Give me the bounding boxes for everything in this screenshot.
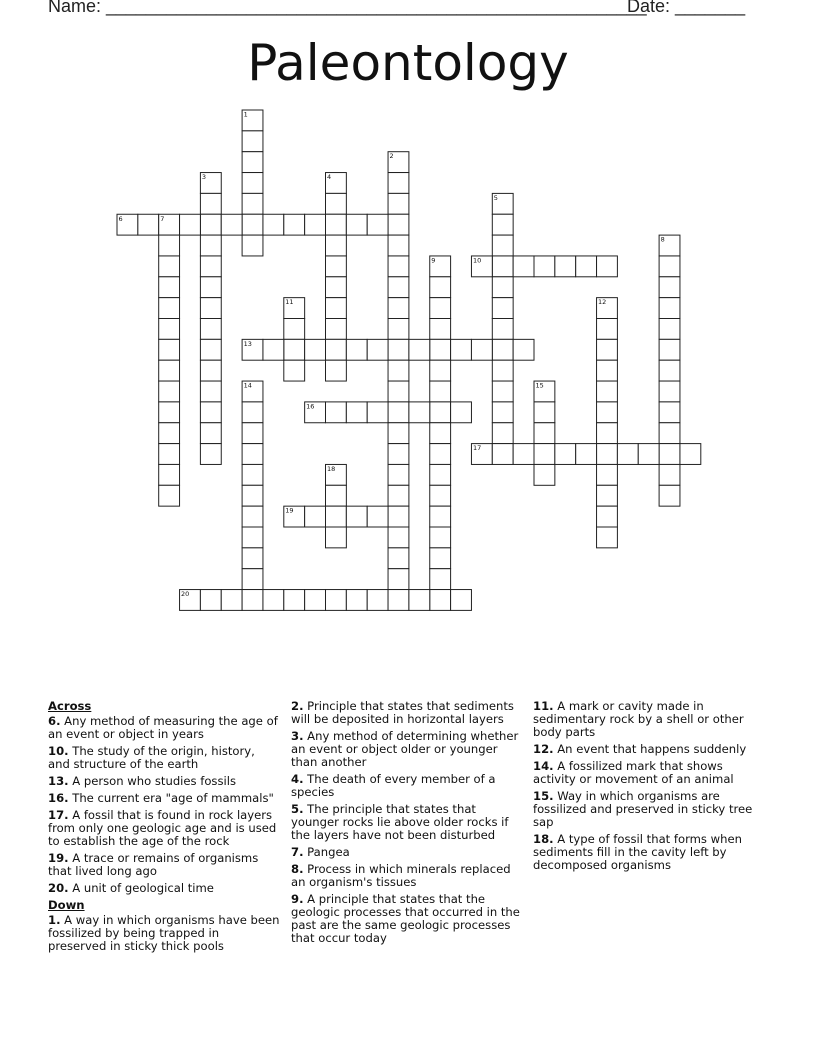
grid-cell[interactable] [159,423,180,444]
cell-number: 20 [181,590,190,599]
grid-cell[interactable] [263,214,284,235]
grid-cell[interactable] [200,319,221,340]
grid-cell[interactable] [597,423,618,444]
grid-cell[interactable] [430,444,451,465]
grid-cell[interactable] [388,464,409,485]
grid-cell[interactable] [388,339,409,360]
grid-cell[interactable] [409,339,430,360]
grid-cell[interactable] [159,235,180,256]
clue-item [291,846,523,859]
grid-cell[interactable] [367,339,388,360]
grid-cell[interactable] [492,339,513,360]
grid-cell[interactable] [659,298,680,319]
grid-cell[interactable] [638,444,659,465]
name-label[interactable]: Name: ______________________________________________________ [48,0,647,16]
grid-cell[interactable] [430,277,451,298]
grid-cell[interactable] [242,569,263,590]
grid-cell[interactable] [430,506,451,527]
clue-text: A fossilized mark that shows activity or movement of an animal [533,759,734,786]
grid-cell[interactable] [326,256,347,277]
cell-number: 4 [327,173,332,182]
grid-cell[interactable] [597,381,618,402]
grid-cell[interactable] [326,506,347,527]
across-clue-list [48,715,280,895]
grid-cell[interactable] [513,339,534,360]
grid-cell[interactable] [659,339,680,360]
grid-cell[interactable] [576,444,597,465]
cell-number: 15 [535,381,544,390]
grid-cell[interactable] [263,339,284,360]
grid-cell[interactable] [159,256,180,277]
clue-item [291,803,523,842]
clue-item [533,743,765,756]
clue-text: The death of every member of a species [291,772,496,799]
grid-cell[interactable] [242,193,263,214]
grid-cell[interactable] [326,527,347,548]
clue-item [533,700,765,739]
clue-number: 9. [291,892,304,906]
cell-number: 19 [285,506,294,515]
grid-cell[interactable] [200,277,221,298]
clue-number: 7. [291,845,304,859]
grid-cell[interactable] [492,444,513,465]
clue-number: 18. [533,832,554,846]
clue-text: A person who studies fossils [68,774,236,788]
clue-text: A way in which organisms have been fossilized by being trapped in preserved in sticky thick pools [48,913,280,953]
clue-text: The principle that states that younger rocks lie above older rocks if the layers have not been disturbed [291,802,509,842]
grid-cell[interactable] [159,360,180,381]
grid-cell[interactable] [367,214,388,235]
grid-cell[interactable] [242,590,263,611]
grid-cell[interactable] [597,256,618,277]
clue-text: A mark or cavity made in sedimentary rock by a shell or other body parts [533,699,744,739]
grid-cell[interactable] [159,298,180,319]
grid-cell[interactable] [200,339,221,360]
clue-item [48,775,280,788]
grid-cell[interactable] [492,381,513,402]
clue-item [48,914,280,953]
grid-cell[interactable] [534,464,555,485]
grid-cell[interactable] [242,506,263,527]
grid-cell[interactable] [388,214,409,235]
across-heading: Across [48,699,92,713]
grid-cell[interactable] [388,360,409,381]
grid-cell[interactable] [430,485,451,506]
cell-number: 16 [306,402,315,411]
grid-cell[interactable] [492,402,513,423]
grid-cell[interactable] [430,298,451,319]
grid-cell[interactable] [346,339,367,360]
grid-cell[interactable] [326,277,347,298]
grid-cell[interactable] [492,235,513,256]
grid-cell[interactable] [430,548,451,569]
grid-cell[interactable] [430,423,451,444]
grid-cell[interactable] [659,319,680,340]
grid-cell[interactable] [430,464,451,485]
clue-item [291,863,523,889]
grid-cell[interactable] [492,298,513,319]
clue-number: 12. [533,742,554,756]
grid-cell[interactable] [200,256,221,277]
clue-number: 11. [533,699,554,713]
grid-cell[interactable] [326,193,347,214]
cell-number: 7 [160,214,165,223]
grid-cell[interactable] [305,339,326,360]
grid-cell[interactable] [388,319,409,340]
grid-cell[interactable] [597,339,618,360]
grid-cell[interactable] [388,485,409,506]
grid-cell[interactable] [388,590,409,611]
grid-cell[interactable] [388,402,409,423]
cell-number: 9 [431,256,436,265]
grid-cell[interactable] [367,402,388,423]
grid-cell[interactable] [659,464,680,485]
grid-cell[interactable] [367,506,388,527]
grid-cell[interactable] [597,527,618,548]
grid-cell[interactable] [659,381,680,402]
clue-text: Any method of determining whether an event or object older or younger than another [291,729,519,769]
clue-number: 4. [291,772,304,786]
grid-cell[interactable] [430,527,451,548]
grid-cell[interactable] [430,402,451,423]
clue-text: Principle that states that sediments will be deposited in horizontal layers [291,699,514,726]
grid-cell[interactable] [326,298,347,319]
grid-cell[interactable] [451,402,472,423]
grid-cell[interactable] [242,527,263,548]
grid-cell[interactable] [492,214,513,235]
grid-cell[interactable] [388,256,409,277]
grid-cell[interactable] [513,256,534,277]
grid-cell[interactable] [534,423,555,444]
grid-cell[interactable] [534,402,555,423]
grid-cell[interactable] [326,590,347,611]
grid-cell[interactable] [159,319,180,340]
grid-cell[interactable] [597,506,618,527]
grid-cell[interactable] [138,214,159,235]
cell-number: 1 [243,110,248,119]
grid-cell[interactable] [597,444,618,465]
grid-cell[interactable] [159,402,180,423]
clue-text: Process in which minerals replaced an organism's tissues [291,862,511,889]
clue-item [48,745,280,771]
grid-cell[interactable] [534,256,555,277]
grid-cell[interactable] [388,423,409,444]
clue-number: 17. [48,808,69,822]
clue-text: Any method of measuring the age of an event or object in years [48,714,278,741]
grid-cell[interactable] [346,214,367,235]
grid-cell[interactable] [367,590,388,611]
grid-cell[interactable] [200,214,221,235]
grid-cell[interactable] [326,235,347,256]
cell-number: 12 [598,298,607,307]
grid-cell[interactable] [159,464,180,485]
grid-cell[interactable] [388,381,409,402]
grid-cell[interactable] [159,444,180,465]
grid-cell[interactable] [388,298,409,319]
grid-cell[interactable] [242,485,263,506]
grid-cell[interactable] [680,444,701,465]
cell-number: 5 [493,193,498,202]
grid-cell[interactable] [242,131,263,152]
grid-cell[interactable] [346,402,367,423]
grid-cell[interactable] [659,277,680,298]
grid-cell[interactable] [492,319,513,340]
grid-cell[interactable] [305,214,326,235]
grid-cell[interactable] [492,277,513,298]
clue-column-3 [533,700,765,876]
clue-item [48,852,280,878]
clue-number: 10. [48,744,69,758]
grid-cell[interactable] [492,423,513,444]
grid-cell[interactable] [242,235,263,256]
cell-number: 8 [660,235,665,244]
grid-cell[interactable] [242,464,263,485]
cell-number: 11 [285,298,294,307]
grid-cell[interactable] [200,402,221,423]
clue-column-2 [291,700,523,949]
grid-cell[interactable] [388,444,409,465]
clue-number: 5. [291,802,304,816]
grid-cell[interactable] [284,360,305,381]
clue-number: 2. [291,699,304,713]
grid-cell[interactable] [534,444,555,465]
grid-cell[interactable] [242,173,263,194]
clue-item [48,792,280,805]
clue-text: A fossil that is found in rock layers from only one geologic age and is used to establish the age of the rock [48,808,277,848]
grid-cell[interactable] [409,402,430,423]
clue-number: 3. [291,729,304,743]
clue-number: 13. [48,774,69,788]
grid-cell[interactable] [159,339,180,360]
clue-item [533,790,765,829]
cell-number: 14 [243,381,252,390]
grid-cell[interactable] [200,444,221,465]
grid-cell[interactable] [659,485,680,506]
cell-number: 6 [118,214,123,223]
clue-number: 8. [291,862,304,876]
grid-cell[interactable] [430,569,451,590]
grid-cell[interactable] [597,485,618,506]
grid-cell[interactable] [659,423,680,444]
clue-number: 6. [48,714,61,728]
grid-cell[interactable] [388,193,409,214]
cell-number: 17 [472,444,482,453]
clue-number: 20. [48,881,69,895]
grid-cell[interactable] [513,444,534,465]
clue-item [291,700,523,726]
page-title: Paleontology [247,34,569,92]
down-heading: Down [48,898,85,912]
grid-cell[interactable] [159,381,180,402]
grid-cell[interactable] [576,256,597,277]
grid-cell[interactable] [388,569,409,590]
grid-cell[interactable] [200,193,221,214]
grid-cell[interactable] [242,152,263,173]
clue-item [48,882,280,895]
grid-cell[interactable] [555,256,576,277]
grid-cell[interactable] [200,590,221,611]
grid-cell[interactable] [430,590,451,611]
grid-cell[interactable] [200,423,221,444]
grid-cell[interactable] [492,256,513,277]
grid-cell[interactable] [471,339,492,360]
grid-cell[interactable] [555,444,576,465]
clue-number: 16. [48,791,69,805]
clue-number: 14. [533,759,554,773]
clue-text: A principle that states that the geologic processes that occurred in the past are the same geologic processes that occur today [291,892,520,945]
grid-cell[interactable] [492,360,513,381]
cell-number: 13 [243,339,252,348]
grid-cell[interactable] [221,214,242,235]
grid-cell[interactable] [659,444,680,465]
grid-cell[interactable] [242,423,263,444]
grid-cell[interactable] [242,402,263,423]
clue-text: The current era "age of mammals" [68,791,274,805]
clue-text: A trace or remains of organisms that lived long ago [48,851,259,878]
grid-cell[interactable] [388,235,409,256]
clue-text: Pangea [303,845,350,859]
grid-cell[interactable] [659,402,680,423]
grid-cell[interactable] [284,590,305,611]
clue-item [291,893,523,945]
grid-cell[interactable] [326,485,347,506]
cell-number: 10 [472,256,482,265]
grid-cell[interactable] [430,381,451,402]
clue-item [291,773,523,799]
grid-cell[interactable] [242,444,263,465]
date-label[interactable]: Date: _______ [627,0,746,16]
cell-number: 3 [201,173,207,182]
grid-cell[interactable] [326,319,347,340]
clue-text: Way in which organisms are fossilized and preserved in sticky tree sap [533,789,753,829]
grid-cell[interactable] [200,235,221,256]
clue-text: The study of the origin, history, and structure of the earth [48,744,255,771]
grid-cell[interactable] [305,590,326,611]
grid-cell[interactable] [326,339,347,360]
grid-cell[interactable] [284,214,305,235]
grid-cell[interactable] [597,402,618,423]
grid-cell[interactable] [597,360,618,381]
grid-cell[interactable] [326,402,347,423]
clue-number: 15. [533,789,554,803]
grid-cell[interactable] [263,590,284,611]
grid-cell[interactable] [242,214,263,235]
grid-cell[interactable] [659,256,680,277]
grid-cell[interactable] [430,360,451,381]
cell-number: 2 [389,152,394,161]
grid-cell[interactable] [159,277,180,298]
grid-cell[interactable] [388,173,409,194]
grid-cell[interactable] [284,319,305,340]
down-clue-list [48,914,280,953]
clue-text: A unit of geological time [68,881,214,895]
grid-cell[interactable] [284,339,305,360]
grid-cell[interactable] [200,381,221,402]
grid-cell[interactable] [388,506,409,527]
grid-cell[interactable] [430,319,451,340]
grid-cell[interactable] [617,444,638,465]
grid-cell[interactable] [221,590,242,611]
grid-cell[interactable] [388,277,409,298]
grid-cell[interactable] [597,464,618,485]
cell-number: 18 [327,464,336,473]
grid-cell[interactable] [597,319,618,340]
clue-item [48,715,280,741]
grid-cell[interactable] [305,506,326,527]
grid-cell[interactable] [326,360,347,381]
grid-cell[interactable] [451,339,472,360]
grid-cell[interactable] [346,590,367,611]
grid-cell[interactable] [326,214,347,235]
grid-cell[interactable] [388,527,409,548]
clue-item [533,833,765,872]
grid-cell[interactable] [409,590,430,611]
grid-cell[interactable] [659,360,680,381]
clue-text: A type of fossil that forms when sediments fill in the cavity left by decomposed organisms [533,832,742,872]
grid-cell[interactable] [200,298,221,319]
clue-item [48,809,280,848]
clue-column-1 [48,700,280,957]
clue-text: An event that happens suddenly [553,742,747,756]
grid-cell[interactable] [242,548,263,569]
grid-cell[interactable] [200,360,221,381]
grid-cell[interactable] [346,506,367,527]
grid-cell[interactable] [180,214,201,235]
grid-cell[interactable] [451,590,472,611]
grid-cell[interactable] [388,548,409,569]
grid-cell[interactable] [159,485,180,506]
clue-item [533,760,765,786]
clue-number: 1. [48,913,61,927]
grid-cell[interactable] [430,339,451,360]
clue-number: 19. [48,851,69,865]
clue-item [291,730,523,769]
